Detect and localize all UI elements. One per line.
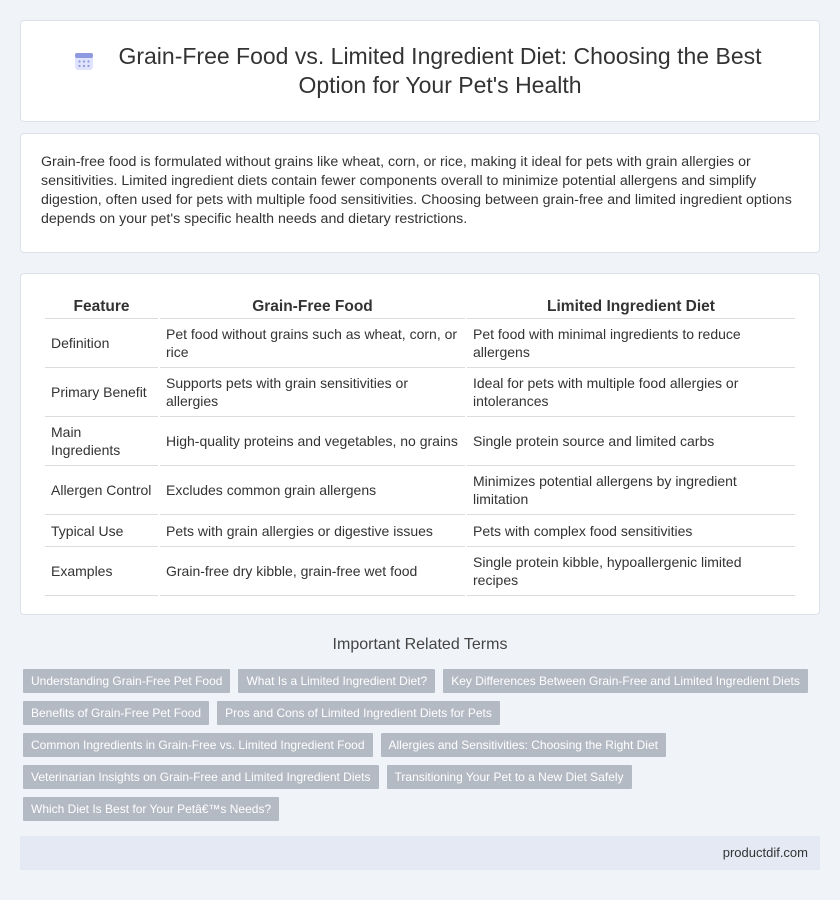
- row-grain-free: Excludes common grain allergens: [160, 466, 465, 515]
- intro-card: [20, 133, 820, 253]
- row-limited-ingredient: Single protein source and limited carbs: [467, 417, 795, 466]
- footer-site-name[interactable]: productdif.com: [722, 845, 808, 860]
- comparison-table: [43, 294, 797, 596]
- row-grain-free: Supports pets with grain sensitivities or allergies: [160, 368, 465, 417]
- row-grain-free: High-quality proteins and vegetables, no grains: [160, 417, 465, 466]
- related-terms-title: Important Related Terms: [332, 636, 508, 653]
- row-feature: Examples: [45, 547, 158, 596]
- row-feature: Main Ingredients: [45, 417, 158, 466]
- related-term-link[interactable]: What Is a Limited Ingredient Diet?: [238, 669, 435, 693]
- related-term-link[interactable]: Which Diet Is Best for Your Petâ€™s Needs?: [23, 797, 279, 821]
- related-terms-list: [23, 669, 823, 829]
- row-feature: Primary Benefit: [45, 368, 158, 417]
- related-term-link[interactable]: Pros and Cons of Limited Ingredient Diets for Pets: [217, 701, 500, 725]
- row-limited-ingredient: Pets with complex food sensitivities: [467, 515, 795, 547]
- header-limited-ingredient: Limited Ingredient Diet: [467, 294, 795, 319]
- header-card: [20, 20, 820, 122]
- row-grain-free: Pet food without grains such as wheat, corn, or rice: [160, 319, 465, 368]
- row-feature: Allergen Control: [45, 466, 158, 515]
- table-row: [45, 547, 795, 596]
- row-limited-ingredient: Pet food with minimal ingredients to reduce allergens: [467, 319, 795, 368]
- row-limited-ingredient: Single protein kibble, hypoallergenic limited recipes: [467, 547, 795, 596]
- related-term-link[interactable]: Allergies and Sensitivities: Choosing the Right Diet: [381, 733, 666, 757]
- table-row: [45, 417, 795, 466]
- page-title: Grain-Free Food vs. Limited Ingredient Diet: Choosing the Best Option for Your Pet's Health: [118, 43, 762, 98]
- table-row: [45, 319, 795, 368]
- header-feature: Feature: [45, 294, 158, 319]
- row-limited-ingredient: Ideal for pets with multiple food allergies or intolerances: [467, 368, 795, 417]
- table-row: [45, 466, 795, 515]
- comparison-card: [20, 273, 820, 615]
- row-grain-free: Grain-free dry kibble, grain-free wet food: [160, 547, 465, 596]
- row-limited-ingredient: Minimizes potential allergens by ingredient limitation: [467, 466, 795, 515]
- related-term-link[interactable]: Veterinarian Insights on Grain-Free and Limited Ingredient Diets: [23, 765, 379, 789]
- related-term-link[interactable]: Understanding Grain-Free Pet Food: [23, 669, 230, 693]
- table-row: [45, 515, 795, 547]
- table-row: [45, 368, 795, 417]
- related-term-link[interactable]: Key Differences Between Grain-Free and Limited Ingredient Diets: [443, 669, 808, 693]
- footer: [20, 836, 820, 870]
- related-term-link[interactable]: Common Ingredients in Grain-Free vs. Limited Ingredient Food: [23, 733, 373, 757]
- row-feature: Typical Use: [45, 515, 158, 547]
- row-grain-free: Pets with grain allergies or digestive issues: [160, 515, 465, 547]
- related-term-link[interactable]: Benefits of Grain-Free Pet Food: [23, 701, 209, 725]
- row-feature: Definition: [45, 319, 158, 368]
- header-grain-free: Grain-Free Food: [160, 294, 465, 319]
- related-term-link[interactable]: Transitioning Your Pet to a New Diet Safely: [387, 765, 632, 789]
- intro-paragraph: Grain-free food is formulated without grains like wheat, corn, or rice, making it ideal for pets with grain allergies or sensitivities. Limited ingredient diets contain fewer components overall to minimize potential allergens and simplify digestion, often used for pets with multiple food sensitivities. Choosing between grain-free and limited ingredient options depends on your pet's specific health needs and dietary restrictions.: [41, 154, 792, 227]
- table-header-row: [45, 294, 795, 319]
